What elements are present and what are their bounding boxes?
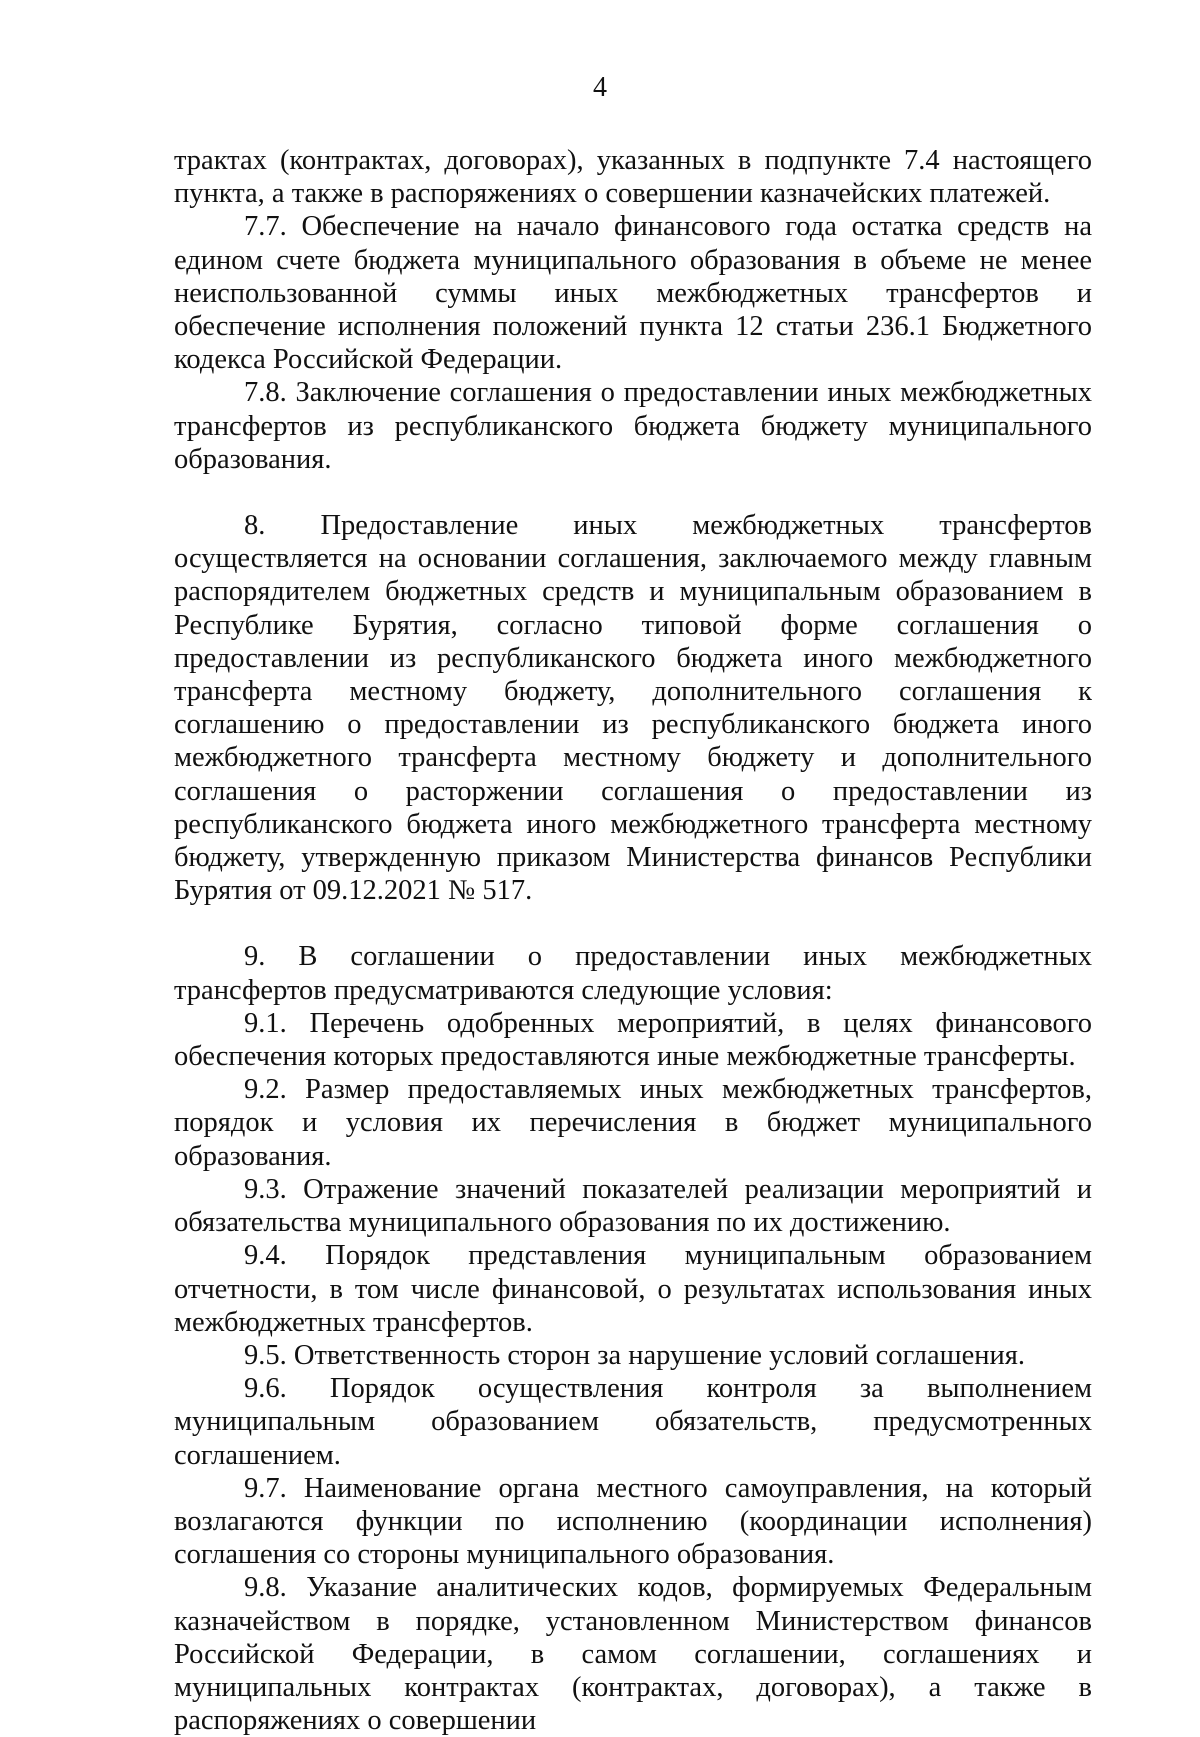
paragraph-9: 9. В соглашении о предоставлении иных межбюджетных трансфертов предусматриваются следующие условия:: [174, 941, 1092, 1006]
paragraph-9-1: 9.1. Перечень одобренных мероприятий, в целях финансового обеспечения которых предоставляются иные межбюджетные трансферты.: [174, 1007, 1092, 1073]
paragraph-9-8: 9.8. Указание аналитических кодов, формируемых Федеральным казначейством в порядке, установленном Министерством финансов Российской Федерации, в самом соглашении, соглашениях и муниципальных контрактах (контрактах, договорах), а также в распоряжениях о совершении: [174, 1572, 1092, 1737]
paragraph-continuation: трактах (контрактах, договорах), указанных в подпункте 7.4 настоящего пункта, а также в распоряжениях о совершении казначейских платежей.: [174, 145, 1092, 210]
paragraph-9-5: 9.5. Ответственность сторон за нарушение условий соглашения.: [244, 1339, 1025, 1371]
paragraph-9-7: 9.7. Наименование органа местного самоуправления, на который возлагаются функции по исполнению (координации исполнения) соглашения со стороны муниципального образования.: [174, 1472, 1092, 1571]
page-number: 4: [593, 72, 607, 103]
document-body: [174, 144, 1092, 1737]
paragraph-8: 8. Предоставление иных межбюджетных трансфертов осуществляется на основании соглашения, заключаемого между главным распорядителем бюджетных средств и муниципальным образованием в Республике Бурятия, согласно типовой форме соглашения о предоставлении из республиканского бюджета иного межбюджетного трансферта местному бюджету, дополнительного соглашения к соглашению о предоставлении из республиканского бюджета иного межбюджетного трансферта местному бюджету и дополнительного соглашения о расторжении соглашения о предоставлении из республиканского бюджета иного межбюджетного трансферта местному бюджету, утвержденную приказом Министерства финансов Республики Бурятия от 09.12.2021 № 517.: [174, 510, 1092, 907]
paragraph-7-8: 7.8. Заключение соглашения о предоставлении иных межбюджетных трансфертов из республиканского бюджета бюджету муниципального образования.: [174, 377, 1092, 475]
paragraph-7-7: 7.7. Обеспечение на начало финансового года остатка средств на едином счете бюджета муниципального образования в объеме не менее неиспользованной суммы иных межбюджетных трансфертов и обеспечение исполнения положений пункта 12 статьи 236.1 Бюджетного кодекса Российской Федерации.: [174, 211, 1092, 376]
paragraph-9-4: 9.4. Порядок представления муниципальным образованием отчетности, в том числе финансовой, о результатах использования иных межбюджетных трансфертов.: [174, 1240, 1092, 1338]
paragraph-9-2: 9.2. Размер предоставляемых иных межбюджетных трансфертов, порядок и условия их перечисления в бюджет муниципального образования.: [174, 1074, 1092, 1172]
paragraph-9-6: 9.6. Порядок осуществления контроля за выполнением муниципальным образованием обязательств, предусмотренных соглашением.: [174, 1373, 1092, 1471]
paragraph-9-3: 9.3. Отражение значений показателей реализации мероприятий и обязательства муниципального образования по их достижению.: [174, 1173, 1092, 1239]
